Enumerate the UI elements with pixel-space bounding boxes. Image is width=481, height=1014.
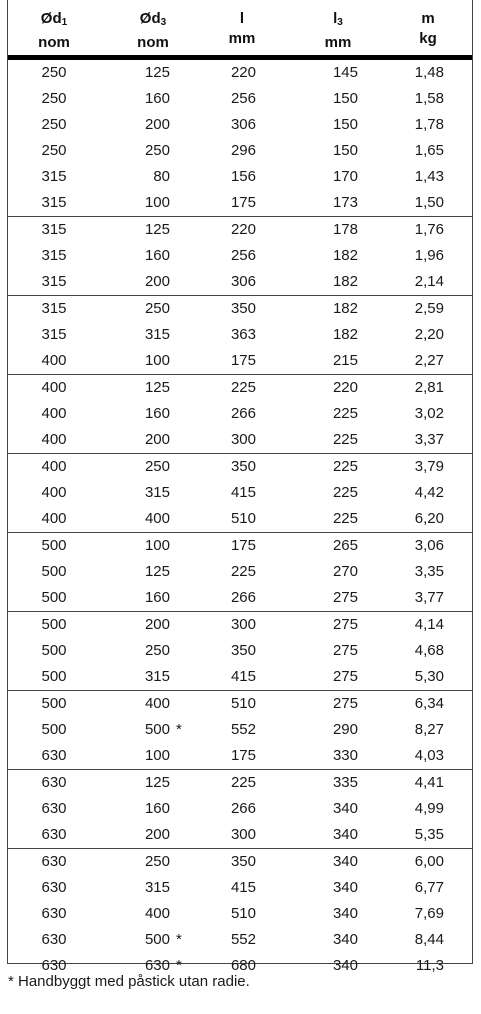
cell-m: 4,42 xyxy=(414,484,444,501)
table-row xyxy=(8,454,472,480)
cell-m: 8,44 xyxy=(414,931,444,948)
row-group xyxy=(8,770,472,849)
cell-l: 300 xyxy=(230,616,256,633)
cell-od3 xyxy=(128,533,170,559)
cell-od3-value: 125 xyxy=(144,379,170,396)
cell-l: 300 xyxy=(230,826,256,843)
table-row xyxy=(8,138,472,164)
cell-m: 4,03 xyxy=(414,747,444,764)
cell-od3-value: 400 xyxy=(144,510,170,527)
cell-od3-value: 160 xyxy=(144,589,170,606)
cell-m: 3,77 xyxy=(414,589,444,606)
footnote-marker: * xyxy=(176,721,182,738)
cell-l3: 178 xyxy=(332,221,358,238)
cell-l3: 150 xyxy=(332,90,358,107)
footnote: * Handbyggt med påstick utan radie. xyxy=(8,973,250,990)
table-row xyxy=(8,822,472,848)
table-row xyxy=(8,638,472,664)
cell-od1: 630 xyxy=(41,747,67,764)
cell-od3-value: 315 xyxy=(144,484,170,501)
cell-m: 5,35 xyxy=(414,826,444,843)
cell-m: 5,30 xyxy=(414,668,444,685)
cell-od3 xyxy=(128,638,170,664)
cell-od3-value: 315 xyxy=(144,668,170,685)
header-l: l mm xyxy=(222,9,262,49)
cell-od1: 630 xyxy=(41,905,67,922)
cell-od3 xyxy=(128,454,170,480)
row-group xyxy=(8,296,472,375)
cell-od3-value: 250 xyxy=(144,642,170,659)
cell-od3-value: 160 xyxy=(144,405,170,422)
cell-m: 2,81 xyxy=(414,379,444,396)
table-row xyxy=(8,849,472,875)
cell-od1: 500 xyxy=(41,721,67,738)
cell-od3 xyxy=(128,559,170,585)
cell-m: 3,37 xyxy=(414,431,444,448)
cell-l3: 225 xyxy=(332,458,358,475)
cell-l: 220 xyxy=(230,221,256,238)
cell-od3-value: 100 xyxy=(144,352,170,369)
cell-m: 4,68 xyxy=(414,642,444,659)
cell-l3: 265 xyxy=(332,537,358,554)
cell-od3 xyxy=(128,217,170,243)
cell-od1: 400 xyxy=(41,405,67,422)
table-row xyxy=(8,664,472,690)
cell-od3-value: 315 xyxy=(144,326,170,343)
cell-m: 3,35 xyxy=(414,563,444,580)
cell-od3 xyxy=(128,138,170,164)
cell-od1: 400 xyxy=(41,458,67,475)
cell-l3: 182 xyxy=(332,300,358,317)
table-row xyxy=(8,901,472,927)
cell-od3 xyxy=(128,585,170,611)
cell-od1: 630 xyxy=(41,800,67,817)
cell-od1: 315 xyxy=(41,168,67,185)
cell-od1: 630 xyxy=(41,931,67,948)
cell-m: 4,14 xyxy=(414,616,444,633)
cell-m: 2,27 xyxy=(414,352,444,369)
cell-od3-value: 250 xyxy=(144,142,170,159)
cell-l3: 330 xyxy=(332,747,358,764)
cell-l: 225 xyxy=(230,379,256,396)
cell-l: 156 xyxy=(230,168,256,185)
table-row xyxy=(8,585,472,611)
cell-od3-value: 100 xyxy=(144,194,170,211)
table-row xyxy=(8,717,472,743)
cell-l3: 290 xyxy=(332,721,358,738)
cell-od1: 400 xyxy=(41,484,67,501)
cell-od3 xyxy=(128,901,170,927)
table-row xyxy=(8,60,472,86)
cell-l: 552 xyxy=(230,931,256,948)
cell-od1: 500 xyxy=(41,695,67,712)
cell-l3: 182 xyxy=(332,273,358,290)
cell-od1: 630 xyxy=(41,879,67,896)
cell-l3: 340 xyxy=(332,931,358,948)
header-m-unit: kg xyxy=(419,30,437,47)
cell-l3: 275 xyxy=(332,695,358,712)
cell-od1: 315 xyxy=(41,300,67,317)
cell-od3 xyxy=(128,269,170,295)
cell-od3-value: 200 xyxy=(144,431,170,448)
cell-od3-value: 125 xyxy=(144,563,170,580)
cell-l: 306 xyxy=(230,273,256,290)
cell-m: 3,02 xyxy=(414,405,444,422)
cell-m: 2,20 xyxy=(414,326,444,343)
table-row xyxy=(8,348,472,374)
cell-l: 350 xyxy=(230,300,256,317)
cell-od3 xyxy=(128,243,170,269)
cell-od1: 250 xyxy=(41,142,67,159)
cell-od3-value: 400 xyxy=(144,695,170,712)
cell-l: 296 xyxy=(230,142,256,159)
cell-m: 2,59 xyxy=(414,300,444,317)
cell-od3 xyxy=(128,190,170,216)
cell-od3 xyxy=(128,375,170,401)
cell-l3: 182 xyxy=(332,326,358,343)
cell-m: 3,79 xyxy=(414,458,444,475)
cell-l: 552 xyxy=(230,721,256,738)
cell-od1: 315 xyxy=(41,221,67,238)
cell-m: 11,3 xyxy=(415,957,444,974)
cell-od3-value: 200 xyxy=(144,616,170,633)
cell-od1: 500 xyxy=(41,589,67,606)
row-group xyxy=(8,691,472,770)
cell-l3: 150 xyxy=(332,142,358,159)
cell-od1: 630 xyxy=(41,826,67,843)
cell-od1: 400 xyxy=(41,510,67,527)
cell-od3-value: 250 xyxy=(144,300,170,317)
cell-l: 350 xyxy=(230,853,256,870)
cell-od1: 500 xyxy=(41,642,67,659)
cell-od1: 630 xyxy=(41,774,67,791)
cell-m: 1,65 xyxy=(414,142,444,159)
table-row xyxy=(8,480,472,506)
cell-m: 6,34 xyxy=(414,695,444,712)
cell-od3-value: 400 xyxy=(144,905,170,922)
cell-l3: 340 xyxy=(332,905,358,922)
header-od1-unit: nom xyxy=(38,34,70,51)
row-group xyxy=(8,612,472,691)
table-row xyxy=(8,296,472,322)
cell-od3-value: 160 xyxy=(144,247,170,264)
header-l3: $l_3$ mm xyxy=(318,9,358,53)
cell-od3-value: 80 xyxy=(153,168,170,185)
cell-od1: 500 xyxy=(41,668,67,685)
cell-l: 680 xyxy=(230,957,256,974)
cell-l3: 220 xyxy=(332,379,358,396)
cell-m: 1,50 xyxy=(414,194,444,211)
cell-od1: 250 xyxy=(41,64,67,81)
header-m: m kg xyxy=(408,9,448,49)
cell-l3: 340 xyxy=(332,853,358,870)
cell-l3: 225 xyxy=(332,510,358,527)
cell-m: 1,43 xyxy=(414,168,444,185)
row-group xyxy=(8,849,472,979)
cell-od3 xyxy=(128,112,170,138)
cell-od3 xyxy=(128,401,170,427)
cell-m: 6,20 xyxy=(414,510,444,527)
cell-l: 256 xyxy=(230,90,256,107)
cell-od1: 400 xyxy=(41,379,67,396)
cell-l3: 225 xyxy=(332,431,358,448)
cell-l: 266 xyxy=(230,800,256,817)
row-group xyxy=(8,375,472,454)
cell-l: 306 xyxy=(230,116,256,133)
header-l-unit: mm xyxy=(228,30,256,47)
table-row xyxy=(8,691,472,717)
cell-l: 175 xyxy=(230,194,256,211)
cell-m: 1,58 xyxy=(414,90,444,107)
table-row xyxy=(8,86,472,112)
cell-l3: 150 xyxy=(332,116,358,133)
table-row xyxy=(8,243,472,269)
cell-l: 266 xyxy=(230,405,256,422)
cell-od3-value: 250 xyxy=(144,458,170,475)
cell-od3 xyxy=(128,348,170,374)
cell-l3: 225 xyxy=(332,484,358,501)
cell-od1: 630 xyxy=(41,957,67,974)
cell-l: 256 xyxy=(230,247,256,264)
table-row xyxy=(8,559,472,585)
cell-od1: 315 xyxy=(41,194,67,211)
cell-l3: 340 xyxy=(332,957,358,974)
cell-l3: 275 xyxy=(332,642,358,659)
cell-od3 xyxy=(128,743,170,769)
cell-l: 266 xyxy=(230,589,256,606)
cell-l: 415 xyxy=(230,879,256,896)
cell-od3 xyxy=(128,480,170,506)
cell-od3 xyxy=(128,60,170,86)
cell-od3-value: 200 xyxy=(144,273,170,290)
cell-l3: 275 xyxy=(332,616,358,633)
cell-l3: 215 xyxy=(332,352,358,369)
table-row xyxy=(8,533,472,559)
table-row xyxy=(8,190,472,216)
cell-m: 2,14 xyxy=(414,273,444,290)
cell-od3-value: 100 xyxy=(144,537,170,554)
table-row xyxy=(8,770,472,796)
cell-od3 xyxy=(128,86,170,112)
table-row xyxy=(8,875,472,901)
cell-l3: 275 xyxy=(332,668,358,685)
cell-l3: 340 xyxy=(332,879,358,896)
cell-od3-value: 125 xyxy=(144,221,170,238)
cell-m: 1,78 xyxy=(414,116,444,133)
table-row xyxy=(8,743,472,769)
cell-m: 8,27 xyxy=(414,721,444,738)
cell-l: 350 xyxy=(230,458,256,475)
cell-od1: 315 xyxy=(41,273,67,290)
cell-l: 175 xyxy=(230,747,256,764)
cell-m: 6,00 xyxy=(414,853,444,870)
cell-od3 xyxy=(128,296,170,322)
cell-od1: 500 xyxy=(41,616,67,633)
dimension-table xyxy=(7,0,473,974)
cell-l: 363 xyxy=(230,326,256,343)
cell-od3-value: 160 xyxy=(144,90,170,107)
footnote-marker: * xyxy=(176,957,182,974)
cell-l3: 270 xyxy=(332,563,358,580)
cell-l3: 340 xyxy=(332,800,358,817)
header-od3-unit: nom xyxy=(137,34,169,51)
header-od1: $Ød_1$ nom xyxy=(34,9,74,53)
cell-od3 xyxy=(128,875,170,901)
table-row xyxy=(8,112,472,138)
cell-l3: 275 xyxy=(332,589,358,606)
cell-od1: 250 xyxy=(41,90,67,107)
cell-l3: 145 xyxy=(332,64,358,81)
footnote-marker: * xyxy=(176,931,182,948)
cell-l: 225 xyxy=(230,774,256,791)
cell-l3: 335 xyxy=(332,774,358,791)
cell-od3-value: 100 xyxy=(144,747,170,764)
table-row xyxy=(8,506,472,532)
cell-od3-value: 315 xyxy=(144,879,170,896)
cell-l: 415 xyxy=(230,668,256,685)
table-row xyxy=(8,927,472,953)
header-od3: $Ød_3$ nom xyxy=(125,9,181,53)
cell-od3-value: 250 xyxy=(144,853,170,870)
cell-m: 1,48 xyxy=(414,64,444,81)
cell-l: 220 xyxy=(230,64,256,81)
cell-l: 510 xyxy=(230,905,256,922)
cell-od3-value: 500 xyxy=(144,931,170,948)
cell-l: 175 xyxy=(230,537,256,554)
cell-od3 xyxy=(128,664,170,690)
table-header xyxy=(8,0,472,56)
cell-od3 xyxy=(128,717,182,743)
cell-od3 xyxy=(128,427,170,453)
table-row xyxy=(8,375,472,401)
cell-od3 xyxy=(128,506,170,532)
table-row xyxy=(8,217,472,243)
table-row xyxy=(8,612,472,638)
cell-l3: 170 xyxy=(332,168,358,185)
cell-od3 xyxy=(128,822,170,848)
table-row xyxy=(8,322,472,348)
cell-m: 4,99 xyxy=(414,800,444,817)
cell-m: 6,77 xyxy=(414,879,444,896)
cell-od1: 315 xyxy=(41,247,67,264)
cell-l: 415 xyxy=(230,484,256,501)
cell-l: 175 xyxy=(230,352,256,369)
table-row xyxy=(8,164,472,190)
header-l3-unit: mm xyxy=(324,34,352,51)
cell-od1: 250 xyxy=(41,116,67,133)
table-row xyxy=(8,427,472,453)
row-group xyxy=(8,217,472,296)
cell-l: 225 xyxy=(230,563,256,580)
cell-od3-value: 630 xyxy=(144,957,170,974)
cell-od3 xyxy=(128,770,170,796)
cell-l: 350 xyxy=(230,642,256,659)
cell-od3-value: 200 xyxy=(144,826,170,843)
cell-l3: 182 xyxy=(332,247,358,264)
cell-od1: 500 xyxy=(41,537,67,554)
cell-od3-value: 125 xyxy=(144,64,170,81)
cell-od1: 630 xyxy=(41,853,67,870)
table-row xyxy=(8,269,472,295)
cell-od3-value: 125 xyxy=(144,774,170,791)
cell-od3-value: 160 xyxy=(144,800,170,817)
cell-l3: 173 xyxy=(332,194,358,211)
cell-od3 xyxy=(128,164,170,190)
cell-m: 1,76 xyxy=(414,221,444,238)
cell-od3 xyxy=(128,322,170,348)
cell-od1: 400 xyxy=(41,431,67,448)
row-group xyxy=(8,60,472,217)
cell-od3 xyxy=(128,691,170,717)
cell-od3-value: 200 xyxy=(144,116,170,133)
cell-od1: 315 xyxy=(41,326,67,343)
table-body xyxy=(8,60,472,979)
cell-l3: 340 xyxy=(332,826,358,843)
cell-od3 xyxy=(128,927,182,953)
cell-m: 4,41 xyxy=(414,774,444,791)
cell-od3 xyxy=(128,849,170,875)
cell-od1: 500 xyxy=(41,563,67,580)
cell-od3 xyxy=(128,612,170,638)
cell-m: 1,96 xyxy=(414,247,444,264)
cell-m: 7,69 xyxy=(414,905,444,922)
cell-l: 300 xyxy=(230,431,256,448)
table-row xyxy=(8,796,472,822)
row-group xyxy=(8,454,472,533)
cell-l: 510 xyxy=(230,510,256,527)
cell-m: 3,06 xyxy=(414,537,444,554)
cell-l3: 225 xyxy=(332,405,358,422)
cell-od3-value: 500 xyxy=(144,721,170,738)
cell-l: 510 xyxy=(230,695,256,712)
cell-od3 xyxy=(128,796,170,822)
row-group xyxy=(8,533,472,612)
table-row xyxy=(8,401,472,427)
cell-od1: 400 xyxy=(41,352,67,369)
